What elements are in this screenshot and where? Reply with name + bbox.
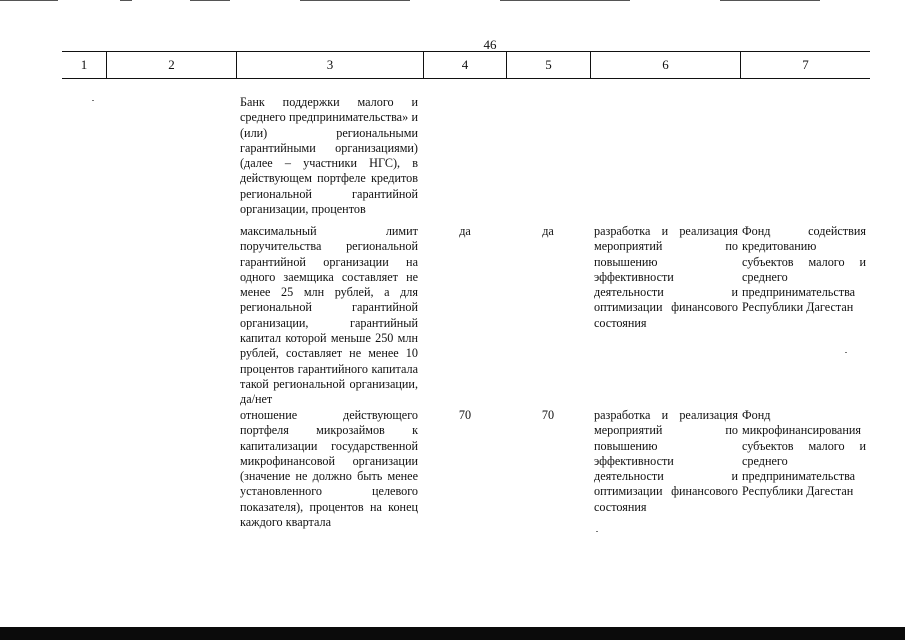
row-1-indicator: Банк поддержки малого и среднего предпринимательства» и (или) региональными гарантийными организациями) (далее – участники НГС), в действующем портфеле кредитов региональной гарантийной организации, процентов bbox=[240, 95, 418, 217]
header-col-6: 6 bbox=[662, 57, 669, 72]
header-col-5: 5 bbox=[545, 57, 552, 72]
row-2-indicator: максимальный лимит поручительства региональной гарантийной организации на одного заемщика составляет не менее 25 млн рублей, а для региональной гарантийной организации, гарантийный капитал которой меньше 250 млн рублей, составляет не менее 10 процентов гарантийного капитала такой региональной организации, да/нет bbox=[240, 224, 418, 407]
row-3-indicator: отношение действующего портфеля микрозаймов к капитализации государственной микрофинансовой организации (значение не должно быть менее установленного целевого показателя), процентов на конец каждого квартала bbox=[240, 408, 418, 530]
row-3-value-col5: 70 bbox=[541, 408, 555, 422]
row-3-value-col4: 70 bbox=[458, 408, 472, 422]
scan-speck bbox=[845, 352, 847, 353]
row-2-value-col5: да bbox=[542, 224, 554, 238]
header-col-7: 7 bbox=[802, 57, 809, 72]
row-3-responsible: Фонд микрофинансирования субъектов малого и среднего предпринимательства Республики Дагестан bbox=[742, 408, 866, 499]
row-2-value-col4: да bbox=[459, 224, 471, 238]
scan-bottom-edge bbox=[0, 627, 905, 640]
row-2-responsible: Фонд содействия кредитованию субъектов малого и среднего предпринимательства Республики Дагестан bbox=[742, 224, 866, 315]
page-number: 46 bbox=[483, 37, 497, 52]
header-col-3: 3 bbox=[326, 57, 334, 72]
scan-speck bbox=[92, 100, 94, 101]
scan-top-edge bbox=[0, 0, 905, 3]
row-3-measures: разработка и реализация мероприятий по повышению эффективности деятельности и оптимизации финансового состояния bbox=[594, 408, 738, 514]
table-header-row bbox=[62, 51, 870, 79]
header-col-4: 4 bbox=[461, 57, 469, 72]
row-2-measures: разработка и реализация мероприятий по повышению эффективности деятельности и оптимизации финансового состояния bbox=[594, 224, 738, 330]
header-col-1: 1 bbox=[80, 57, 88, 72]
header-col-2: 2 bbox=[168, 57, 175, 72]
scan-speck bbox=[596, 531, 598, 532]
